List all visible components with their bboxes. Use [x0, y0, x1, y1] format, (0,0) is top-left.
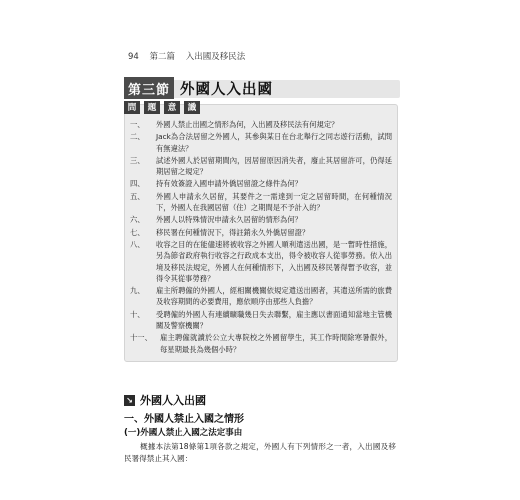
question-item — [130, 309, 392, 332]
arrow-icon: ↘ — [124, 395, 135, 406]
question-item — [130, 227, 392, 238]
question-item — [130, 332, 392, 355]
section-badge: 第三節 — [124, 77, 174, 99]
body-section-title — [124, 392, 206, 408]
question-text: 雇主聘僱就讀於公立大專院校之外國留學生，其工作時間除寒暑假外，每星期最長為幾個小時？ — [160, 333, 392, 354]
question-list — [130, 119, 392, 356]
heading-level-2: (一)外國人禁止入國之法定事由 — [124, 428, 243, 438]
question-text: 雇主所聘僱的外國人，經相關機關依規定遣送出國者，其遣送所需的旅費及收容期間的必要費用，應依順序由那些人負擔？ — [156, 286, 392, 307]
part-label: 第二篇 — [149, 52, 176, 62]
question-text: 收容之目的在能儘速將被收容之外國人順利遣送出國，是一暫時性措施，另為節省政府執行收容之行政成本支出，得令被收容人從事勞務。依入出境及移民法規定，外國人在何種情形下，入出國及移民署得暫予收容，並得令其從事勞務？ — [156, 239, 392, 283]
question-text: 試述外國人於居留期間內，因居留原因消失者，廢止其居留許可，仍得延期居留之規定？ — [156, 155, 392, 177]
question-number: 八、 — [130, 239, 145, 249]
question-number: 五、 — [130, 191, 145, 201]
question-number: 六、 — [130, 215, 145, 225]
question-text: Jack為合法居留之外國人，其參與某日在台北舉行之同志遊行活動，試問有無違法？ — [156, 132, 392, 153]
question-item — [130, 239, 392, 284]
question-number: 四、 — [130, 179, 145, 189]
question-text: 持有效簽證入國申請外僑居留證之條件為何？ — [156, 179, 302, 189]
question-item — [130, 131, 392, 154]
question-text: 受聘僱的外國人有連續曠職幾日失去聯繫，雇主應以書面通知當地主管機關及警察機關？ — [156, 309, 392, 331]
questions-label-char: 問 — [124, 101, 140, 114]
question-text: 外國人申請永久居留，其要件之一需達到一定之居留時間，在何種情況下，外國人在我國居留（住）之期間是不予計入的？ — [156, 191, 392, 213]
question-number: 十一、 — [130, 333, 152, 343]
question-number: 一、 — [130, 120, 145, 129]
question-text: 外國人禁止出國之情形為何，入出國及移民法有何規定？ — [156, 120, 339, 129]
question-item — [130, 214, 392, 225]
question-number: 七、 — [130, 227, 145, 237]
question-item — [130, 178, 392, 189]
question-item — [130, 191, 392, 214]
questions-label-char: 識 — [184, 101, 200, 114]
section-title: 外國人入出國 — [180, 82, 273, 98]
body-paragraph: 概據本法第18條第1項各款之規定，外國人有下列情形之一者，入出國及移民署得禁止其入國： — [124, 442, 396, 463]
question-number: 三、 — [130, 155, 145, 165]
part-title: 入出國及移民法 — [185, 52, 246, 62]
page-number: 94 — [128, 52, 139, 62]
body-section-title-text: 外國人入出國 — [140, 394, 206, 407]
running-header — [128, 50, 253, 62]
question-item — [130, 119, 392, 130]
question-text: 外國人以特殊情況申請永久居留的情形為何？ — [156, 215, 302, 225]
question-item — [130, 285, 392, 308]
question-number: 九、 — [130, 286, 145, 296]
questions-label — [124, 100, 206, 114]
heading-level-1: 一、外國人禁止入國之情形 — [124, 414, 244, 425]
question-item — [130, 155, 392, 178]
questions-label-char: 題 — [144, 101, 160, 114]
question-text: 移民署在何種情況下，得註銷永久外僑居留證？ — [156, 227, 310, 237]
question-number: 二、 — [130, 132, 145, 142]
question-number: 十、 — [130, 309, 145, 319]
questions-label-char: 意 — [164, 101, 180, 114]
